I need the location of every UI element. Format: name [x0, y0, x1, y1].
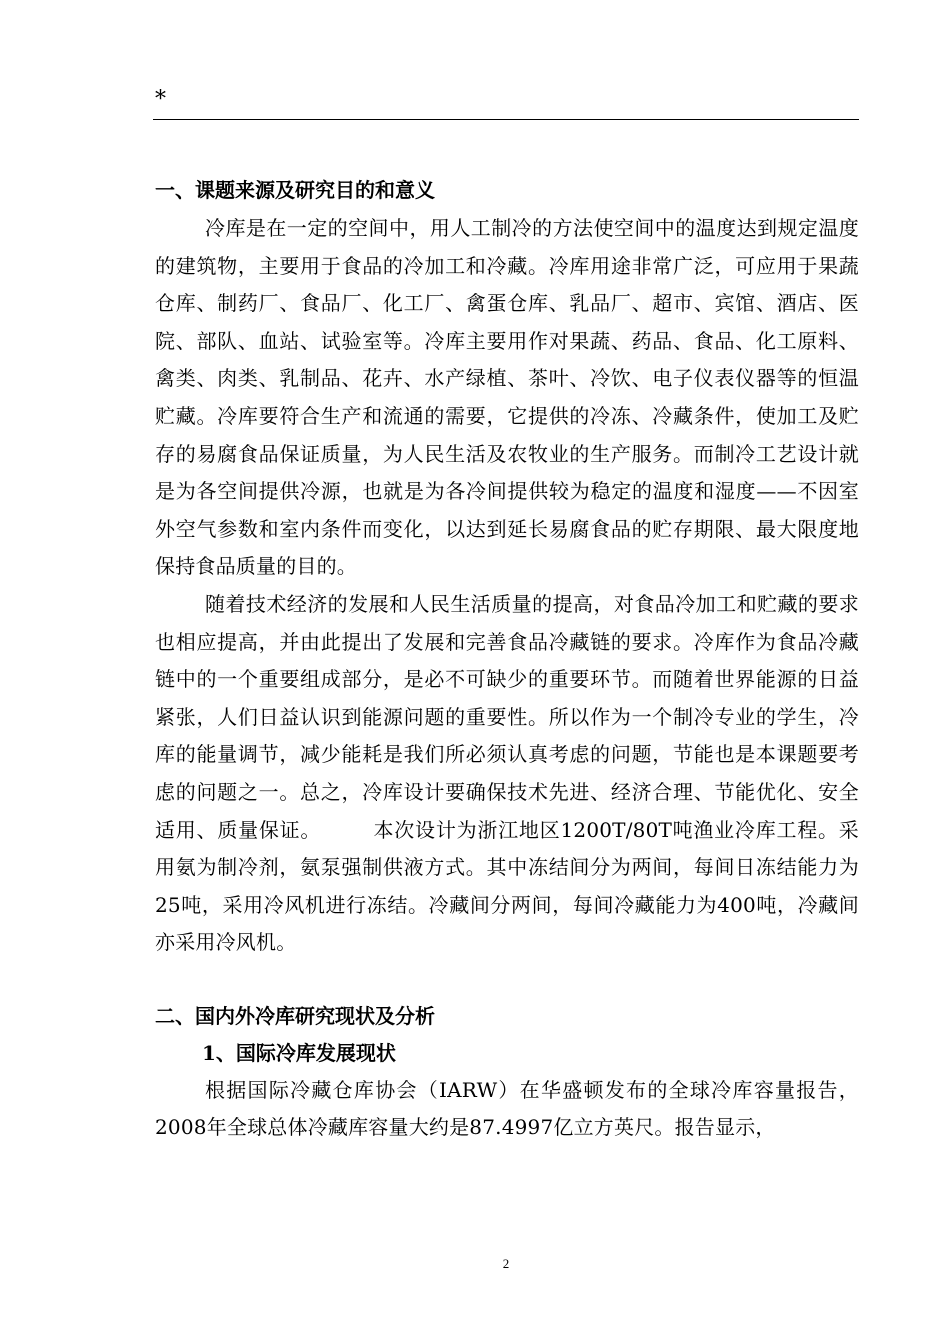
paragraph-1: 冷库是在一定的空间中，用人工制冷的方法使空间中的温度达到规定温度的建筑物，主要用于食品的冷加工和冷藏。冷库用途非常广泛，可应用于果蔬仓库、制药厂、食品厂、化工厂、禽蛋仓库、乳品厂、超市、宾馆、酒店、医院、部队、血站、试验室等。冷库主要用作对果蔬、药品、食品、化工原料、禽类、肉类、乳制品、花卉、水产绿植、茶叶、冷饮、电子仪表仪器等的恒温贮藏。冷库要符合生产和流通的需要，它提供的冷冻、冷藏条件，使加工及贮存的易腐食品保证质量，为人民生活及农牧业的生产服务。而制冷工艺设计就是为各空间提供冷源，也就是为各冷间提供较为稳定的温度和湿度——不因室外空气参数和室内条件而变化，以达到延长易腐食品的贮存期限、最大限度地保持食品质量的目的。: [155, 216, 859, 579]
page-number: 2: [502, 1256, 510, 1271]
subsection-heading-1: 1、国际冷库发展现状: [202, 1040, 396, 1065]
paragraph-2: 随着技术经济的发展和人民生活质量的提高，对食品冷加工和贮藏的要求也相应提高，并由此提出了发展和完善食品冷藏链的要求。冷库作为食品冷藏链中的一个重要组成部分，是必不可缺少的重要环节。而随着世界能源的日益紧张，人们日益认识到能源问题的重要性。所以作为一个制冷专业的学生，冷库的能量调节，减少能耗是我们所必须认真考虑的问题，节能也是本课题要考虑的问题之一。总之，冷库设计要确保技术先进、经济合理、节能优化、安全适用、质量保证。 本次设计为浙江地区1200T/80T吨渔业冷库工程。采用氨为制冷剂，氨泵强制供液方式。其中冻结间分为两间，每间日冻结能力为25吨，采用冷风机进行冻结。冷藏间分两间，每间冷藏能力为400吨，冷藏间亦采用冷风机。: [155, 591, 859, 955]
header-mark: *: [155, 87, 166, 112]
section-heading-2: 二、国内外冷库研究现状及分析: [155, 1003, 435, 1028]
paragraph-3: 根据国际冷藏仓库协会（IARW）在华盛顿发布的全球冷库容量报告，2008年全球总体冷藏库容量大约是87.4997亿立方英尺。报告显示，: [155, 1077, 859, 1140]
section-heading-1: 一、课题来源及研究目的和意义: [155, 178, 435, 202]
document-body: [155, 172, 859, 1147]
header-rule: [153, 119, 859, 120]
